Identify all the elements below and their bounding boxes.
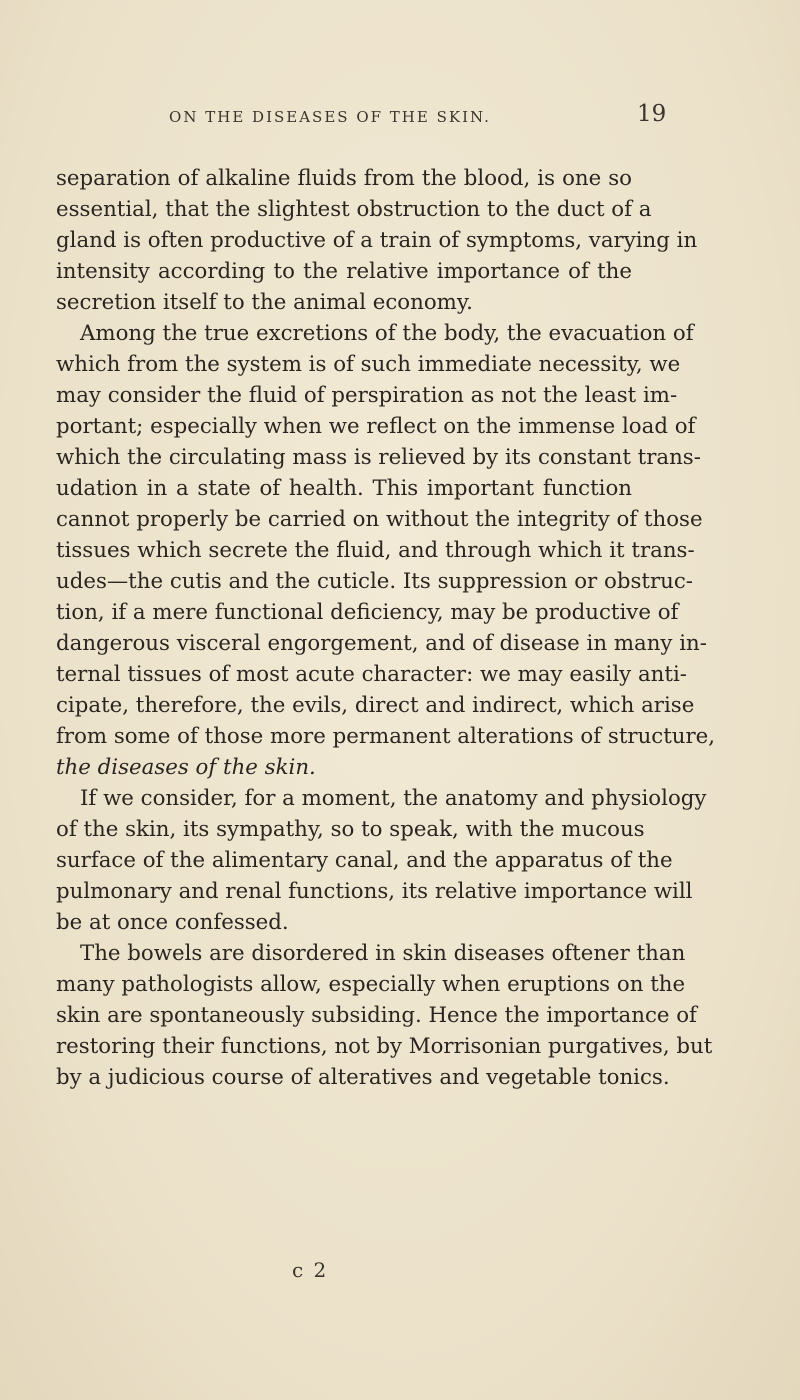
text-line: by a judicious course of alteratives and vegetable tonics.	[56, 1065, 670, 1090]
text-line: portant; especially when we reflect on the immense load of	[56, 414, 696, 439]
body-text	[56, 163, 716, 1093]
paragraph-start-line: If we consider, for a moment, the anatomy and physiology	[80, 786, 707, 811]
text-line: of the skin, its sympathy, so to speak, with the mucous	[56, 817, 645, 842]
text-line: cannot properly be carried on without the integrity of those	[56, 507, 703, 532]
text-line: essential, that the slightest obstruction to the duct of a	[56, 197, 652, 222]
signature-mark: c 2	[292, 1258, 329, 1282]
text-line: udation in a state of health. This important function	[56, 476, 632, 501]
text-line: separation of alkaline fluids from the blood, is one so	[56, 166, 632, 191]
text-line: gland is often productive of a train of symptoms, varying in	[56, 228, 698, 253]
text-line: intensity according to the relative importance of the	[56, 259, 632, 284]
text-line: from some of those more permanent alterations of structure,	[56, 724, 716, 749]
text-line: cipate, therefore, the evils, direct and indirect, which arise	[56, 693, 695, 718]
text-line: skin are spontaneously subsiding. Hence the importance of	[56, 1003, 697, 1028]
paragraph-start-line: The bowels are disordered in skin diseases oftener than	[80, 941, 686, 966]
running-head: ON THE DISEASES OF THE SKIN.	[169, 108, 491, 126]
paragraph-start-line: Among the true excretions of the body, the evacuation of	[80, 321, 694, 346]
text-line: which the circulating mass is relieved by its constant trans-	[56, 445, 701, 470]
text-line: udes—the cutis and the cuticle. Its suppression or obstruc-	[56, 569, 693, 594]
text-line: tion, if a mere functional deficiency, may be productive of	[56, 600, 679, 625]
text-line: surface of the alimentary canal, and the apparatus of the	[56, 848, 673, 873]
text-line: ternal tissues of most acute character: we may easily anti-	[56, 662, 687, 687]
text-line: pulmonary and renal functions, its relative importance will	[56, 879, 693, 904]
text-line: tissues which secrete the fluid, and through which it trans-	[56, 538, 695, 563]
text-line: dangerous visceral engorgement, and of disease in many in-	[56, 631, 707, 656]
text-line: be at once confessed.	[56, 910, 289, 935]
text-line: restoring their functions, not by Morrisonian purgatives, but	[56, 1034, 713, 1059]
italic-text-line: the diseases of the skin.	[56, 755, 316, 780]
text-line: which from the system is of such immediate necessity, we	[56, 352, 681, 377]
text-line: may consider the fluid of perspiration as not the least im-	[56, 383, 678, 408]
page-number: 19	[637, 101, 667, 127]
text-line: secretion itself to the animal economy.	[56, 290, 473, 315]
text-line: many pathologists allow, especially when eruptions on the	[56, 972, 686, 997]
